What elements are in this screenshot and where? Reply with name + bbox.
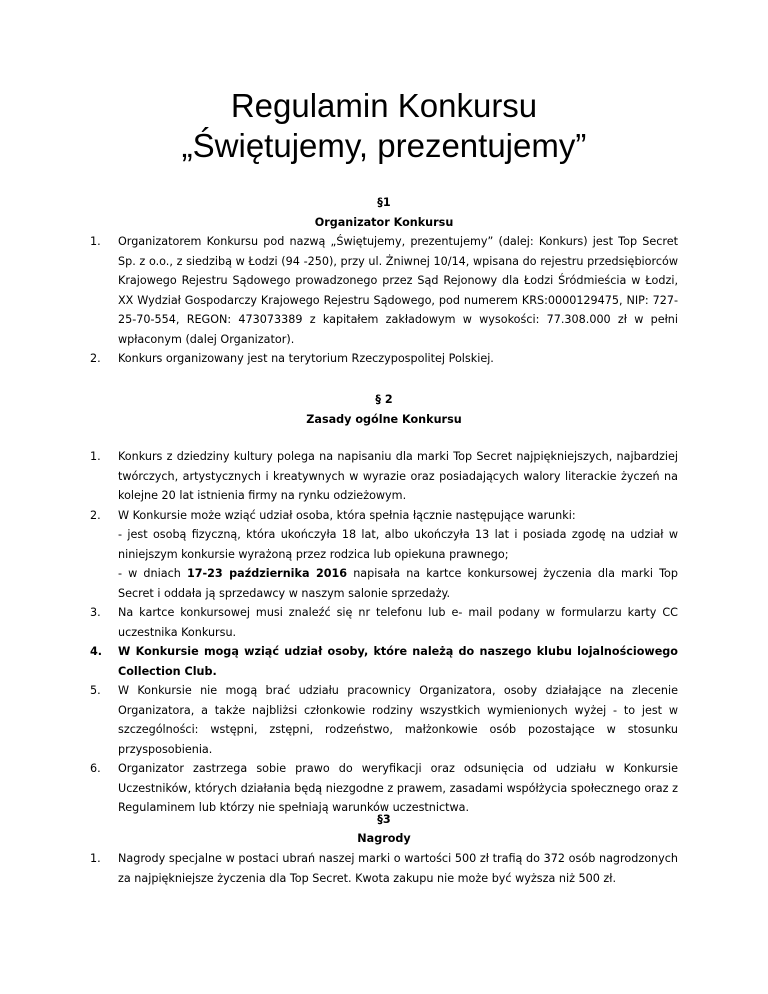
list-item-number: 5. — [90, 684, 101, 697]
list-item-text: W Konkursie mogą wziąć udział osoby, które należą do naszego klubu lojalnościowego Collection Club. — [118, 645, 678, 678]
list-item-text: Konkurs organizowany jest na terytorium Rzeczypospolitej Polskiej. — [118, 352, 494, 365]
list-item-number: 3. — [90, 606, 101, 619]
document-title-line1: Regulamin Konkursu — [230, 87, 538, 124]
list-item-number: 1. — [90, 450, 101, 463]
section-3-heading: Nagrody — [357, 832, 411, 845]
list-item-text: Na kartce konkursowej musi znaleźć się nr telefonu lub e- mail podany w formularzu karty CC uczestnika Konkursu. — [118, 606, 678, 639]
list-item — [90, 349, 678, 369]
section-3-list — [90, 849, 678, 888]
list-item-number: 1. — [90, 235, 101, 248]
list-item — [90, 603, 678, 642]
list-item — [90, 759, 678, 818]
list-item-intro: W Konkursie może wziąć udział osoba, która spełnia łącznie następujące warunki: — [118, 508, 576, 522]
section-1-heading: Organizator Konkursu — [314, 216, 454, 229]
list-item-number: 6. — [90, 762, 101, 775]
date-range: 17-23 października 2016 — [186, 567, 348, 580]
list-item — [90, 232, 678, 349]
section-2-list — [90, 447, 678, 818]
document-title-line2: „Świętujemy, prezentujemy” — [181, 127, 587, 164]
list-item — [90, 849, 678, 888]
section-1-list — [90, 232, 678, 369]
list-item-text: Organizator zastrzega sobie prawo do weryfikacji oraz odsunięcia od udziału w Konkursie Uczestników, których działania będą niezgodne z prawem, zasadami współżycia społecznego oraz z Regulaminem lub którzy nie spełniają warunków uczestnictwa. — [118, 762, 678, 814]
list-item-number: 4. — [90, 645, 103, 658]
list-item-number: 2. — [90, 352, 101, 365]
section-3-symbol: §3 — [377, 813, 391, 826]
section-2-heading: Zasady ogólne Konkursu — [306, 413, 462, 426]
list-item-condition-1: - jest osobą fizyczną, która ukończyła 18 lat, albo ukończyła 13 lat i posiada zgodę na udział w niniejszym konkursie wyrażoną przez rodzica lub opiekuna prawnego; — [118, 528, 678, 561]
list-item-text: Organizatorem Konkursu pod nazwą „Świętujemy, prezentujemy” (dalej: Konkurs) jest Top Secret Sp. z o.o., z siedzibą w Łodzi (94 -250), przy ul. Żniwnej 10/14, wpisana do rejestru przedsiębiorców Krajowego Rejestru Sądowego prowadzonego przez Sąd Rejonowy dla Łodzi Śródmieścia w Łodzi, XX Wydział Gospodarczy Krajowego Rejestru Sądowego, pod numerem KRS:0000129475, NIP: 727-25-70-554, REGON: 473073389 z kapitałem zakładowym w wysokości: 77.308.000 zł w pełni wpłaconym (dalej Organizator). — [118, 235, 678, 346]
list-item — [90, 642, 678, 681]
condition-text: napisała na kartce konkursowej życzenia dla marki Top Secret i oddała ją sprzedawcy w naszym salonie sprzedaży. — [118, 567, 678, 600]
list-item-number: 1. — [90, 852, 101, 865]
list-item-text: Nagrody specjalne w postaci ubrań naszej marki o wartości 500 zł trafią do 372 osób nagrodzonych za najpiękniejsze życzenia dla Top Secret. Kwota zakupu nie może być wyższa niż 500 zł. — [118, 852, 678, 885]
list-item-condition-2 — [118, 564, 678, 603]
list-item-text: W Konkursie nie mogą brać udziału pracownicy Organizatora, osoby działające na zlecenie Organizatora, a także najbliżsi członkowie rodziny wszystkich wymienionych wyżej - to jest w szczególności: wstępni, zstępni, rodzeństwo, małżonkowie osób pozostające w stosunku przysposobienia. — [118, 684, 678, 756]
list-item — [90, 506, 678, 604]
section-1-symbol: §1 — [377, 196, 391, 209]
condition-text: - w dniach — [118, 567, 187, 580]
list-item — [90, 681, 678, 759]
list-item-text: Konkurs z dziedziny kultury polega na napisaniu dla marki Top Secret najpiękniejszych, najbardziej twórczych, artystycznych i kreatywnych w wyrazie oraz posiadających walory literackie życzeń na kolejne 20 lat istnienia firmy na rynku odzieżowym. — [118, 450, 678, 502]
list-item — [90, 447, 678, 506]
list-item-number: 2. — [90, 508, 101, 522]
section-2-symbol: § 2 — [375, 393, 393, 406]
